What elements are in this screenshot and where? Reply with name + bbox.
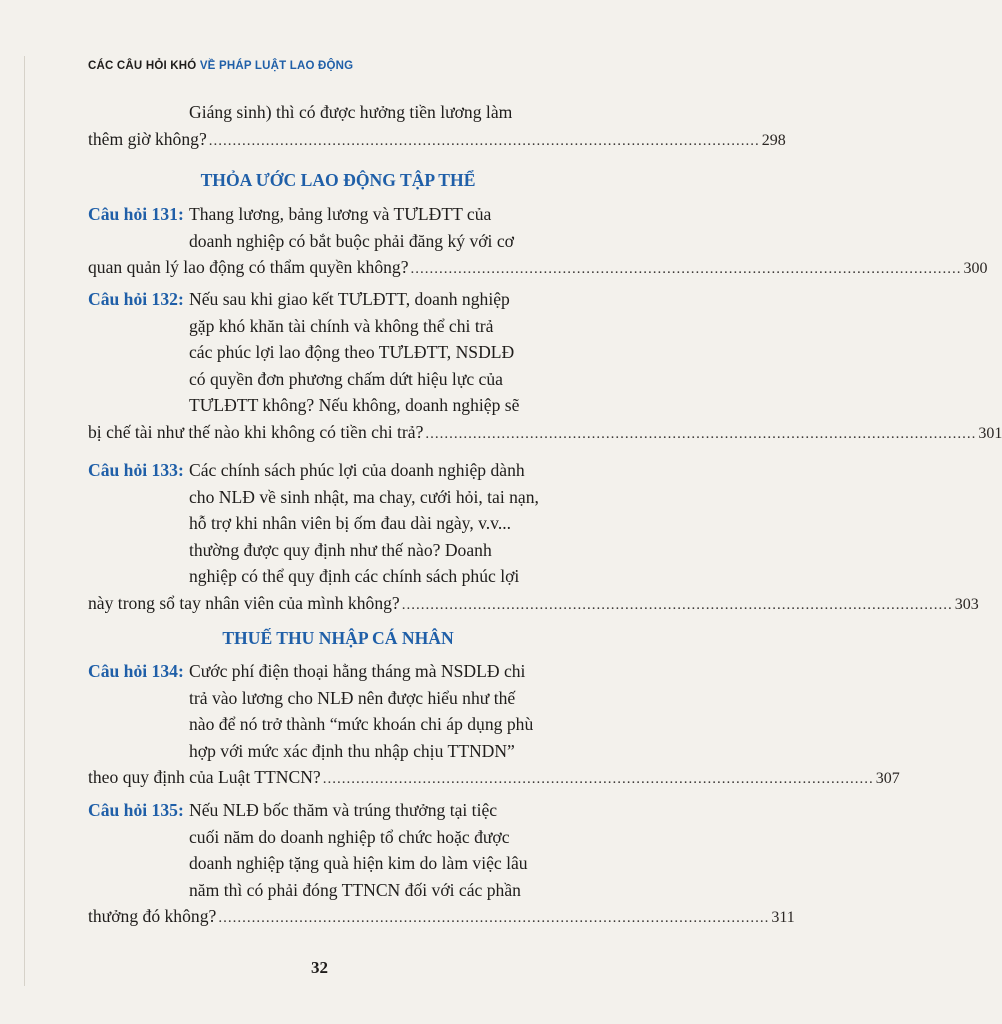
header-part1: CÁC CÂU HỎI KHÓ	[88, 60, 200, 72]
entry-last-line: theo quy định của Luật TTNCN?	[88, 767, 321, 788]
entry-line: cho NLĐ về sinh nhật, ma chay, cưới hỏi, tai nạn,	[189, 486, 539, 507]
entry-line: Nếu NLĐ bốc thăm và trúng thưởng tại tiệc	[189, 800, 498, 820]
entry-line: doanh nghiệp tặng quà hiện kim do làm việc lâu	[189, 853, 528, 874]
entry-line: hợp với mức xác định thu nhập chịu TTNDN”	[189, 740, 515, 761]
entry-line: cuối năm do doanh nghiệp tổ chức hoặc được	[189, 826, 510, 847]
entry-line: nghiệp có thể quy định các chính sách phúc lợi	[189, 566, 520, 587]
entry-line: Cước phí điện thoại hằng tháng mà NSDLĐ chi	[189, 661, 526, 681]
page-ref: 298	[761, 131, 786, 149]
toc-entry-133: Câu hỏi 133: Các chính sách phúc lợi của doanh nghiệp dành cho NLĐ về sinh nhật, ma chay, cưới hỏi, tai nạn, hỗ trợ khi nhân viên bị ốm đau dài ngày, v.v... thường được quy định như thế nào? Doanh nghiệp có thể quy định các chính sách phúc lợi này trong sổ tay nhân viên của mình không? .................................................................................................................... 303	[88, 457, 588, 617]
toc-entry-131: Câu hỏi 131: Thang lương, bảng lương và TƯLĐTT của doanh nghiệp có bắt buộc phải đăng ký với cơ quan quản lý lao động có thẩm quyền không? .................................................................................................................... 300	[88, 201, 588, 281]
entry-line: doanh nghiệp có bắt buộc phải đăng ký với cơ	[189, 230, 514, 251]
question-label: Câu hỏi 135:	[88, 800, 184, 820]
page-edge-line	[24, 56, 25, 986]
entry-line: các phúc lợi lao động theo TƯLĐTT, NSDLĐ	[189, 342, 515, 363]
toc-entry-135: Câu hỏi 135: Nếu NLĐ bốc thăm và trúng thưởng tại tiệc cuối năm do doanh nghiệp tổ chức hoặc được doanh nghiệp tặng quà hiện kim do làm việc lâu năm thì có phải đóng TTNCN đối với các phần thưởng đó không? .................................................................................................................... 311	[88, 797, 588, 930]
page-ref: 301	[978, 424, 1002, 442]
page-ref: 303	[954, 595, 979, 613]
toc-entry-132: Câu hỏi 132: Nếu sau khi giao kết TƯLĐTT, doanh nghiệp gặp khó khăn tài chính và không thể chi trả các phúc lợi lao động theo TƯLĐTT, NSDLĐ có quyền đơn phương chấm dứt hiệu lực của TƯLĐTT không? Nếu không, doanh nghiệp sẽ bị chế tài như thế nào khi không có tiền chi trả? .................................................................................................................... 301	[88, 286, 588, 446]
toc-entry-continued: Giáng sinh) thì có được hưởng tiền lương làm thêm giờ không? .................................................................................................................... 298	[88, 99, 588, 152]
question-label: Câu hỏi 133:	[88, 460, 184, 480]
page-ref: 300	[963, 260, 988, 278]
question-label: Câu hỏi 131:	[88, 204, 184, 224]
page-ref: 307	[875, 770, 900, 788]
entry-line: năm thì có phải đóng TTNCN đối với các phần	[189, 879, 521, 900]
entry-line: Nếu sau khi giao kết TƯLĐTT, doanh nghiệp	[189, 289, 510, 309]
question-label: Câu hỏi 134:	[88, 661, 184, 681]
section-heading: THUẾ THU NHẬP CÁ NHÂN	[222, 628, 454, 648]
entry-last-line: thưởng đó không?	[88, 906, 217, 927]
entry-line: Thang lương, bảng lương và TƯLĐTT của	[189, 204, 492, 224]
entry-last-line: bị chế tài như thế nào khi không có tiền chi trả?	[88, 421, 424, 442]
running-header	[88, 60, 353, 72]
page-number: 32	[311, 958, 328, 977]
entry-line: có quyền đơn phương chấm dứt hiệu lực của	[189, 368, 503, 389]
entry-line: hỗ trợ khi nhân viên bị ốm đau dài ngày, v.v...	[189, 513, 512, 534]
entry-last-line: này trong sổ tay nhân viên của mình không?	[88, 592, 400, 613]
entry-line: Các chính sách phúc lợi của doanh nghiệp dành	[189, 460, 525, 480]
page-ref: 311	[771, 909, 795, 927]
entry-line: nào để nó trở thành “mức khoán chi áp dụng phù	[189, 714, 534, 735]
entry-last-line: quan quản lý lao động có thẩm quyền không?	[88, 257, 409, 278]
header-part2: VỀ PHÁP LUẬT LAO ĐỘNG	[199, 60, 354, 72]
entry-line: thường được quy định như thế nào? Doanh	[189, 539, 492, 560]
entry-line: TƯLĐTT không? Nếu không, doanh nghiệp sẽ	[189, 395, 520, 416]
entry-line: trả vào lương cho NLĐ nên được hiểu như thế	[189, 687, 516, 708]
toc-entry-134: Câu hỏi 134: Cước phí điện thoại hằng tháng mà NSDLĐ chi trả vào lương cho NLĐ nên được hiểu như thế nào để nó trở thành “mức khoán chi áp dụng phù hợp với mức xác định thu nhập chịu TTNDN” theo quy định của Luật TTNCN? .................................................................................................................... 307	[88, 658, 588, 791]
section-heading: THỎA ƯỚC LAO ĐỘNG TẬP THỂ	[200, 170, 476, 190]
question-label: Câu hỏi 132:	[88, 289, 184, 309]
entry-line: Giáng sinh) thì có được hưởng tiền lương làm	[189, 102, 513, 122]
entry-last-line: thêm giờ không?	[88, 128, 207, 149]
entry-line: gặp khó khăn tài chính và không thể chi trả	[189, 315, 494, 336]
